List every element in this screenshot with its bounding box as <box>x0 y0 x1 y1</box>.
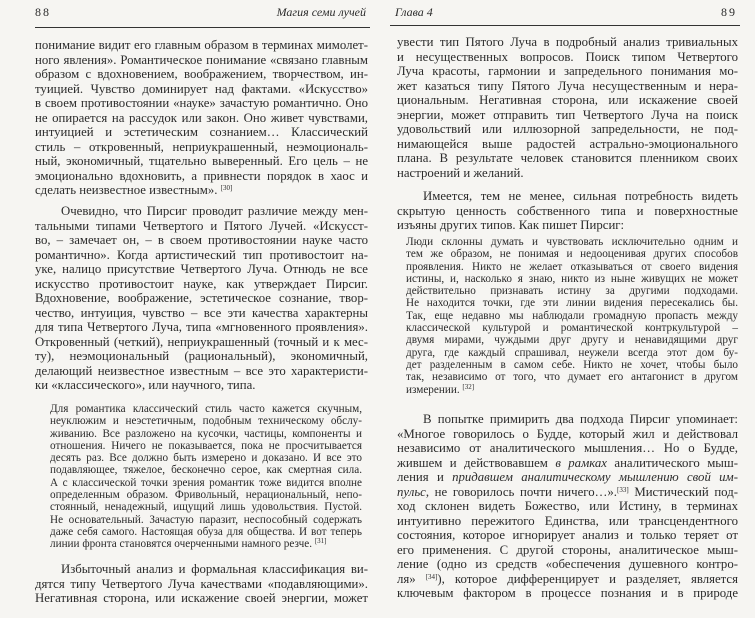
emphasis: в рамках <box>555 455 607 470</box>
text-line: дет разделенным в самом себе. Никто не хочет, чтобы было <box>406 358 738 371</box>
text-line: дятся типу Четвертого Луча качествами «подавляющими». <box>35 576 368 591</box>
text-line: жет казаться типу Пятого Луча несущественным и нера- <box>397 78 738 93</box>
text-line: увести тип Пятого Луча в подробный анализ тривиальных <box>397 35 738 49</box>
text-line: Имеется, тем не менее, сильная потребность видеть <box>423 189 738 203</box>
emphasis: пульс <box>397 484 426 499</box>
text-line: нимающейся выше радостей астрально-эмоционального <box>397 136 738 151</box>
text-line: удовольствий или иллюзорной запредельности, не под- <box>397 122 738 136</box>
footnote-ref: [32] <box>462 382 475 391</box>
footnote-ref: [31] <box>314 537 327 546</box>
text-line: образом с вдохновением, воображением, творчеством, ин- <box>35 67 368 81</box>
text-line: независимо от аналитического мышления… Но о Будде, <box>397 441 738 455</box>
text-line: Так, еще недавно мы наблюдали громадную пропасть между <box>406 309 738 322</box>
right-page <box>378 0 755 618</box>
text-line: циональным. Негативная сторона, или искажение своей <box>397 93 738 107</box>
text-line: Вдохновение, воображение, эстетическое сознание, твор- <box>35 291 368 305</box>
text-line: Для романтика классический стиль часто кажется скучным, <box>50 403 362 415</box>
block-quote <box>50 403 362 551</box>
text-line: друга, где каждый спрашивал, неужели всегда этот дом бу- <box>406 346 738 359</box>
text-line: ход склонен видеть Божество, или Истину, в терминах <box>397 499 738 513</box>
running-header-title: Глава 4 <box>395 5 433 19</box>
text-line: двумя мирами, чуждыми друг другу и ненавидящими друг <box>406 334 738 347</box>
text-line: В попытке примирить два подхода Пирсиг упоминает: <box>423 412 738 426</box>
text-line: плана. В результате человек становится пленником своих <box>397 151 738 165</box>
page-number: 88 <box>35 5 51 19</box>
text-line: чество, интуиция, чувство – все эти качества характерны <box>35 305 368 320</box>
text-line: ля» [34]), которое дифференцирует и разделяет, является <box>397 571 738 586</box>
text-line: энергии, может отправить тип Четвертого Луча на поиск <box>397 107 738 122</box>
text-line: десять раз. Все должно быть измерено и доказано. И все это <box>50 452 362 465</box>
text-line: не опирается на рассудок или закон. Оно живет чувствами, <box>35 110 368 125</box>
page-number: 89 <box>721 5 737 19</box>
footnote-ref: [30] <box>220 184 233 192</box>
paragraph <box>397 412 738 601</box>
running-header-title: Магия семи лучей <box>276 5 366 19</box>
text-line: жившем и действовавшем в рамках аналитического мыш- <box>397 455 738 470</box>
text-line: стиль – откровенный, неприукрашенный, неэмоциональ- <box>35 139 368 154</box>
text-line: классической культурой и романтической контркультурой – <box>406 322 738 335</box>
text-line: во, – замечает он, – в своем противостоянии науке часто <box>35 233 368 247</box>
text-line: делающий неизвестное известным – все это характеристи- <box>35 363 368 378</box>
paragraph <box>35 204 368 393</box>
text-line: туицией. Чувство доминирует над фактами. «Искусство» <box>35 81 368 96</box>
header-rule <box>390 25 740 26</box>
paragraph <box>397 35 738 180</box>
text-line: Очевидно, что Пирсиг проводит различие между мен- <box>61 204 368 218</box>
text-line: состояния, которое игнорирует анализ и только теряет от <box>397 528 738 542</box>
text-line: пульс, не говорилось почти ничего…».[33] Мистический под- <box>397 484 738 499</box>
text-line: Избыточный анализ и формальная классификация ви- <box>61 562 368 576</box>
block-quote <box>406 236 738 396</box>
text-line: тем же образом, не понимая и недооценивая других способов <box>406 248 738 261</box>
text-line: интуицией и эстетическим сознанием… Классический <box>35 125 368 139</box>
text-line: «Многое говорилось о Будде, который жил и действовал <box>397 426 738 441</box>
text-line: Не находится точки, где эти линии видения пересекались бы. <box>406 297 738 310</box>
text-line: уке, налицо присутствие Четвертого Луча. Отнюдь не все <box>35 262 368 276</box>
footnote-ref: [33] <box>617 485 629 494</box>
text-line: измерении. [32] <box>406 382 475 396</box>
text-line: для типа Четвертого Луча, типа «мгновенного проявления». <box>35 320 368 334</box>
text-line: стоянный, ненадежный, ищущий лишь удовольствия. Пустой. <box>50 501 362 514</box>
text-line: скрытую ценность собственного типа и поверхностные <box>397 203 738 218</box>
text-line: сделать неизвестное известным». [30] <box>35 183 233 197</box>
header-rule <box>35 27 370 28</box>
text-line: ный, экономичный, тщательно выверенный. Его цель – не <box>35 154 368 168</box>
text-line: так, независимо от того, что думает его антагонист в другом <box>406 371 738 384</box>
text-line: живанию. Все разложено на кусочки, частицы, компоненты и <box>50 427 362 440</box>
text-line: ного явления». Романтическое понимание «связано главным <box>35 52 368 67</box>
text-line: неуклюжим и неэстетичным, подобным техническому обслу- <box>50 415 362 428</box>
text-line: Откровенный (четкий), неприукрашенный (точный и к мес- <box>35 334 368 349</box>
text-line: Люди склонны думать и чувствовать исключительно одним и <box>406 236 738 248</box>
text-line: его применения. С другой стороны, аналитическое мыш- <box>397 542 738 557</box>
text-line: тальными типами Четвертого и Пятого Лучей. «Искусст- <box>35 218 368 233</box>
text-line: ки «классического», или научного, типа. <box>35 378 256 392</box>
text-line: отношения. Ничего не показывается, пока не просчитывается <box>50 439 362 452</box>
paragraph <box>35 38 368 198</box>
text-line: настроений и желаний. <box>397 165 524 180</box>
paragraph <box>397 189 738 233</box>
text-line: изъяны других типов. Как пишет Пирсиг: <box>397 218 625 232</box>
text-line: и несущественных вопросов. Поиск типом Четвертого <box>397 49 738 64</box>
text-line: Не основательный. Зачастую паразит, неспособный содержать <box>50 513 362 526</box>
text-line: линии фронта становятся очерченными намного резче. [31] <box>50 537 327 551</box>
paragraph <box>35 562 368 606</box>
text-line: проявления. Никто не желает отказываться от своего видения <box>406 260 738 273</box>
text-line: действительно признавать истину за другими подходами. <box>406 285 738 298</box>
text-line: в своем противостоянии «науке» зачастую романтично. Оно <box>35 96 368 110</box>
text-line: Негативная сторона, или искажение своей энергии, может <box>35 591 368 605</box>
text-line: А с классической точки зрения романтик тоже видится вполне <box>50 476 362 489</box>
emphasis: придавшем аналитическому мышлению свой им- <box>452 470 738 484</box>
text-line: определенным образом. Фривольный, нерациональный, непо- <box>50 489 362 502</box>
text-line: искусство противостоит науке, как утверждает Пирсиг. <box>35 276 368 291</box>
text-line: истины, и, насколько я знаю, никто из ныне живущих не может <box>406 272 738 285</box>
text-line: ление (одно из средств «обеспечения душевного контро- <box>397 557 738 571</box>
text-line: интуитивно пережитого Единства, или трансцендентного <box>397 513 738 528</box>
text-line: ту), неэмоциональный (рациональный), экономичный, <box>35 349 368 363</box>
text-line: эмоционально вдохновить, а привнести порядок в хаос и <box>35 168 368 183</box>
text-line: даже себя самого. Настоящая обуза для общества. И вот теперь <box>50 525 362 538</box>
text-line: подавляющее, тяжелое, бесконечно серое, как смертная сила. <box>50 464 362 477</box>
text-line: понимание видит его главным образом в терминах мимолет- <box>35 38 368 52</box>
text-line: Луча красоты, гармонии и запредельного понимания мо- <box>397 64 738 78</box>
text-line: романтично». Когда артистический тип противостоит на- <box>35 247 368 262</box>
text-line: ключевым фактором в процессе познания и в природе <box>397 586 738 600</box>
text-line: ления и придавшем аналитическому мышлению свой им- <box>397 470 738 484</box>
footnote-ref: [34] <box>425 572 438 581</box>
